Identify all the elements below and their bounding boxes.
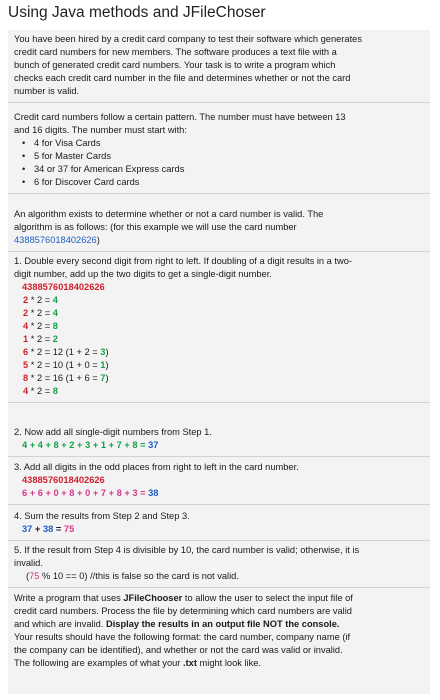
calc: * 2 =: [28, 295, 53, 305]
intro-line: checks each credit card number in the file and determines whether or not the card: [14, 73, 351, 83]
intro-section: [8, 30, 430, 103]
step2-line: 2. Now add all single-digit numbers from Step 1.: [14, 427, 212, 437]
digit: 2: [23, 308, 29, 318]
page-title: Using Java methods and JFileChoser: [8, 4, 266, 21]
digit: 5: [23, 360, 29, 370]
step4-op: +: [32, 524, 43, 534]
calc: * 2 = 16 (1 + 6 =: [28, 373, 101, 383]
digit: 4: [23, 321, 29, 331]
calc: * 2 =: [28, 308, 53, 318]
algorithm-card-number-line: [14, 234, 424, 247]
task-line: Your results should have the following format: the card number, company name (if: [14, 632, 351, 642]
algorithm-line: algorithm is as follows: (for this example we will use the card number: [14, 222, 297, 232]
algorithm-section: [8, 205, 430, 252]
step3-section: [8, 458, 430, 505]
task-section: [8, 589, 430, 674]
task-line: credit card numbers. Process the file by determining which card numbers are valid: [14, 606, 352, 616]
step1-line: digit number, add up the two digits to get a single-digit number.: [14, 269, 272, 279]
code-rest: % 10 == 0) //this is false so the card is not valid.: [39, 571, 239, 581]
digit: 6: [23, 347, 29, 357]
task-line: [14, 618, 424, 631]
calc: * 2 = 12 (1 + 2 =: [28, 347, 101, 357]
content-panel: [8, 30, 430, 694]
step4-eq: =: [53, 524, 64, 534]
step4-section: [8, 507, 430, 541]
pattern-line: Credit card numbers follow a certain pattern. The number must have between 13: [14, 112, 346, 122]
calc: * 2 =: [28, 321, 53, 331]
task-line: [14, 592, 424, 605]
task-text: might look like.: [196, 658, 262, 668]
step3-sum: [14, 487, 424, 500]
step1-row: [14, 372, 424, 385]
calc: * 2 =: [28, 386, 53, 396]
result: 4: [52, 308, 58, 318]
calc-close: ): [105, 373, 109, 383]
sum-result: 37: [148, 440, 159, 450]
step4-line: 4. Sum the results from Step 2 and Step 3.: [14, 511, 190, 521]
result: 8: [52, 321, 58, 331]
step1-row: [14, 359, 424, 372]
step1-card-number: 4388576018402626: [22, 282, 105, 292]
intro-line: You have been hired by a credit card company to test their software which generates: [14, 34, 362, 44]
code-open: (: [26, 571, 30, 581]
result: 7: [100, 373, 106, 383]
sum-result: 38: [148, 488, 159, 498]
digit: 4: [23, 386, 29, 396]
task-text: The following are examples of what your: [14, 658, 183, 668]
result: 4: [52, 295, 58, 305]
result: 2: [52, 334, 58, 344]
task-output-note: Display the results in an output file NOT the console.: [106, 619, 340, 629]
step4-b: 38: [42, 524, 54, 534]
sum-terms: 4 + 4 + 8 + 2 + 3 + 1 + 7 + 8 =: [22, 440, 149, 450]
result: 1: [100, 360, 106, 370]
algorithm-close-paren: ): [96, 235, 100, 245]
task-jfilechooser: JFileChooser: [123, 593, 183, 603]
step5-section: [8, 541, 430, 588]
step1-row: [14, 307, 424, 320]
step3-line: 3. Add all digits in the odd places from right to left in the card number.: [14, 462, 299, 472]
task-text: and which are invalid.: [14, 619, 106, 629]
calc-close: ): [105, 347, 109, 357]
intro-line: credit card numbers for new members. The software produces a text file with a: [14, 47, 337, 57]
algorithm-line: An algorithm exists to determine whether or not a card number is valid. The: [14, 209, 324, 219]
example-card-number: 4388576018402626: [14, 235, 97, 245]
task-line: the company can be identified), and whether or not the card was valid or invalid.: [14, 645, 343, 655]
digit: 2: [23, 295, 29, 305]
pattern-bullet: • 6 for Discover Card cards: [14, 176, 424, 189]
step4-result: 75: [63, 524, 75, 534]
step4-a: 37: [22, 524, 33, 534]
step2-sum: [14, 439, 424, 452]
step1-row: [14, 333, 424, 346]
digit: 1: [23, 334, 29, 344]
pattern-bullet: • 5 for Master Cards: [14, 150, 424, 163]
task-txt-ext: .txt: [182, 658, 197, 668]
step5-line: invalid.: [14, 558, 43, 568]
pattern-section: [8, 108, 430, 194]
step3-card-number: 4388576018402626: [22, 475, 105, 485]
pattern-bullet: • 4 for Visa Cards: [14, 137, 424, 150]
result: 3: [100, 347, 106, 357]
sum-terms: 6 + 6 + 0 + 8 + 0 + 7 + 8 + 3 =: [22, 488, 149, 498]
pattern-bullet: • 34 or 37 for American Express cards: [14, 163, 424, 176]
step1-section: [8, 252, 430, 403]
task-text: Write a program that uses: [14, 593, 124, 603]
step1-line: 1. Double every second digit from right to left. If doubling of a digit results in a two-: [14, 256, 352, 266]
intro-line: bunch of generated credit card numbers. Your task is to write a program which: [14, 60, 336, 70]
step1-row: [14, 294, 424, 307]
step5-code: [14, 570, 424, 583]
step2-section: [8, 423, 430, 457]
step1-row: [14, 385, 424, 398]
pattern-line: and 16 digits. The number must start with:: [14, 125, 187, 135]
result: 8: [52, 386, 58, 396]
digit: 8: [23, 373, 29, 383]
step5-line: 5. If the result from Step 4 is divisible by 10, the card number is valid; otherwise, it is: [14, 545, 360, 555]
calc: * 2 =: [28, 334, 53, 344]
step4-sum: [14, 523, 424, 536]
intro-line: number is valid.: [14, 86, 80, 96]
code-num: 75: [29, 571, 40, 581]
task-line: [14, 657, 424, 670]
step1-row: [14, 346, 424, 359]
task-text: to allow the user to select the input file of: [182, 593, 353, 603]
calc: * 2 = 10 (1 + 0 =: [28, 360, 101, 370]
calc-close: ): [105, 360, 109, 370]
step1-row: [14, 320, 424, 333]
